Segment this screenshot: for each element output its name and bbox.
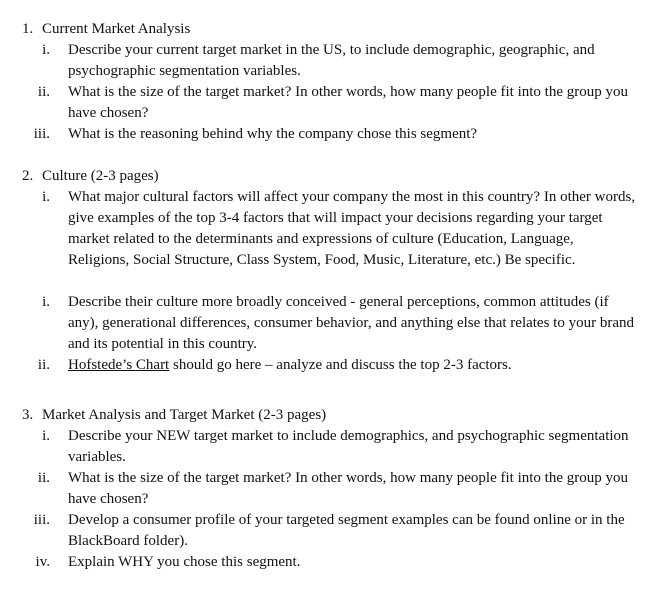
list-item-text: Develop a consumer profile of your targeted segment examples can be found online or in the BlackBoard folder).: [68, 512, 625, 549]
list-item-text: What is the reasoning behind why the company chose this segment?: [68, 126, 478, 142]
list-marker: i.: [42, 42, 50, 58]
list-marker: ii.: [37, 84, 50, 100]
section-title: Current Market Analysis: [42, 21, 191, 37]
section-number: 1.: [22, 21, 34, 37]
section-heading: [22, 19, 190, 40]
list-item-text: Describe your current target market in the US, to include demographic, geographic, and psychographic segmentation variables.: [68, 42, 595, 79]
list-marker: iii.: [33, 126, 50, 142]
list-item-text: Describe your NEW target market to include demographics, and psychographic segmentation variables.: [68, 428, 629, 465]
list-marker: i.: [42, 189, 50, 205]
list-marker: i.: [42, 294, 50, 310]
list-marker: ii.: [37, 470, 50, 486]
list-item-text: Explain WHY you chose this segment.: [68, 554, 301, 570]
section-number: 3.: [22, 407, 34, 423]
list-item-text-rest: should go here – analyze and discuss the top 2-3 factors.: [169, 357, 512, 373]
section-title: Culture (2-3 pages): [42, 168, 159, 184]
list-item-text: What is the size of the target market? In other words, how many people fit into the group you have chosen?: [68, 470, 628, 507]
list-marker: ii.: [37, 357, 50, 373]
section-number: 2.: [22, 168, 34, 184]
list-marker: iii.: [33, 512, 50, 528]
list-item-text: What is the size of the target market? In other words, how many people fit into the group you have chosen?: [68, 84, 628, 121]
section-heading: [22, 405, 326, 426]
list-item-text: Describe their culture more broadly conceived - general perceptions, common attitudes (if any), generational differences, consumer behavior, and anything else that relates to your brand and its potential in this country.: [68, 294, 634, 352]
section-heading: [22, 166, 159, 187]
list-marker: iv.: [35, 554, 50, 570]
list-item-text: What major cultural factors will affect your company the most in this country? In other words, give examples of the top 3-4 factors that will impact your decisions regarding your target market related to the determinants and expressions of culture (Education, Language, Religions, Social Structure, Class System, Food, Music, Literature, etc.) Be specific.: [68, 189, 636, 268]
section-title: Market Analysis and Target Market (2-3 pages): [42, 407, 327, 423]
hofstede-chart-link[interactable]: Hofstede’s Chart: [68, 357, 170, 373]
list-marker: i.: [42, 428, 50, 444]
list-item-text: [68, 355, 638, 376]
